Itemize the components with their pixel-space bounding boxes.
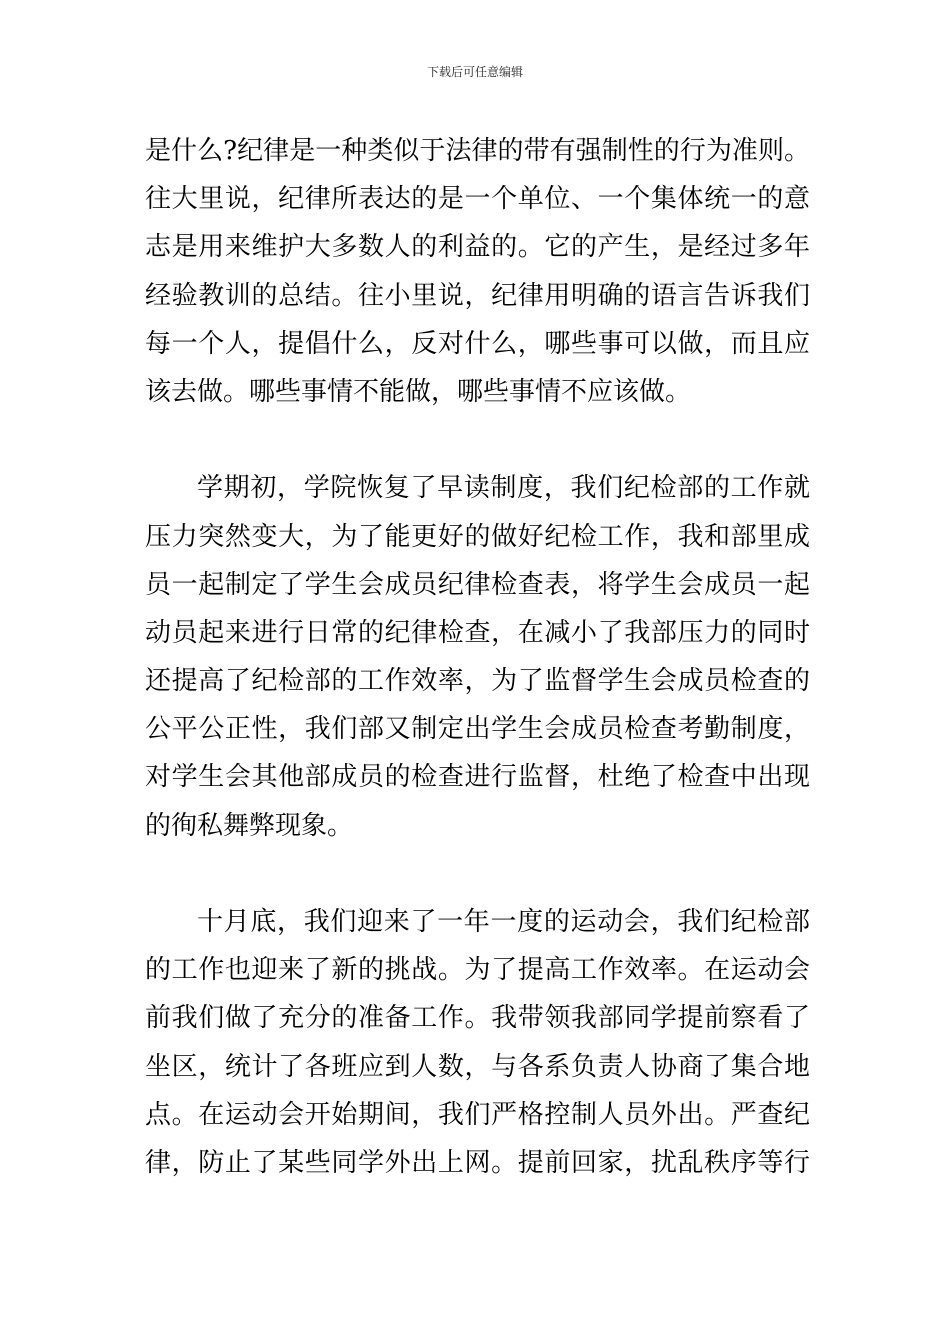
paragraph-spacer xyxy=(145,416,810,464)
text-line: 的工作也迎来了新的挑战。为了提高工作效率。在运动会 xyxy=(145,955,810,986)
text-line: 每一个人，提倡什么，反对什么，哪些事可以做，而且应 xyxy=(145,328,810,359)
text-line: 学期初，学院恢复了早读制度，我们纪检部的工作就 xyxy=(197,473,810,504)
paragraph-3 xyxy=(145,898,810,1187)
document-body xyxy=(145,127,810,1187)
text-line: 点。在运动会开始期间，我们严格控制人员外出。严查纪 xyxy=(145,1099,810,1130)
text-line: 十月底，我们迎来了一年一度的运动会，我们纪检部 xyxy=(197,907,810,937)
text-line: 的徇私舞弊现象。 xyxy=(145,810,354,841)
text-line: 志是用来维护大多数人的利益的。它的产生，是经过多年 xyxy=(145,232,810,263)
paragraph-spacer xyxy=(145,850,810,898)
paragraph-1 xyxy=(145,127,810,416)
text-line: 动员起来进行日常的纪律检查，在减小了我部压力的同时 xyxy=(145,617,810,648)
text-line: 该去做。哪些事情不能做，哪些事情不应该做。 xyxy=(145,376,692,407)
text-line: 压力突然变大，为了能更好的做好纪检工作，我和部里成 xyxy=(145,521,810,552)
text-line: 经验教训的总结。往小里说，纪律用明确的语言告诉我们 xyxy=(145,280,810,311)
text-line: 还提高了纪检部的工作效率，为了监督学生会成员检查的 xyxy=(145,666,810,697)
text-line: 律，防止了某些同学外出上网。提前回家，扰乱秩序等行 xyxy=(145,1147,810,1178)
text-line: 公平公正性，我们部又制定出学生会成员检查考勤制度， xyxy=(145,714,810,745)
text-line: 员一起制定了学生会成员纪律检查表，将学生会成员一起 xyxy=(145,569,810,600)
page-header: 下载后可任意编辑 xyxy=(426,65,523,79)
text-line: 对学生会其他部成员的检查进行监督，杜绝了检查中出现 xyxy=(145,762,810,793)
text-line: 是什么?纪律是一种类似于法律的带有强制性的行为准则。 xyxy=(145,136,810,166)
text-line: 往大里说，纪律所表达的是一个单位、一个集体统一的意 xyxy=(145,184,810,215)
text-line: 前我们做了充分的准备工作。我带领我部同学提前察看了 xyxy=(145,1003,810,1034)
text-line: 坐区，统计了各班应到人数，与各系负责人协商了集合地 xyxy=(145,1051,810,1082)
paragraph-2 xyxy=(145,464,810,850)
